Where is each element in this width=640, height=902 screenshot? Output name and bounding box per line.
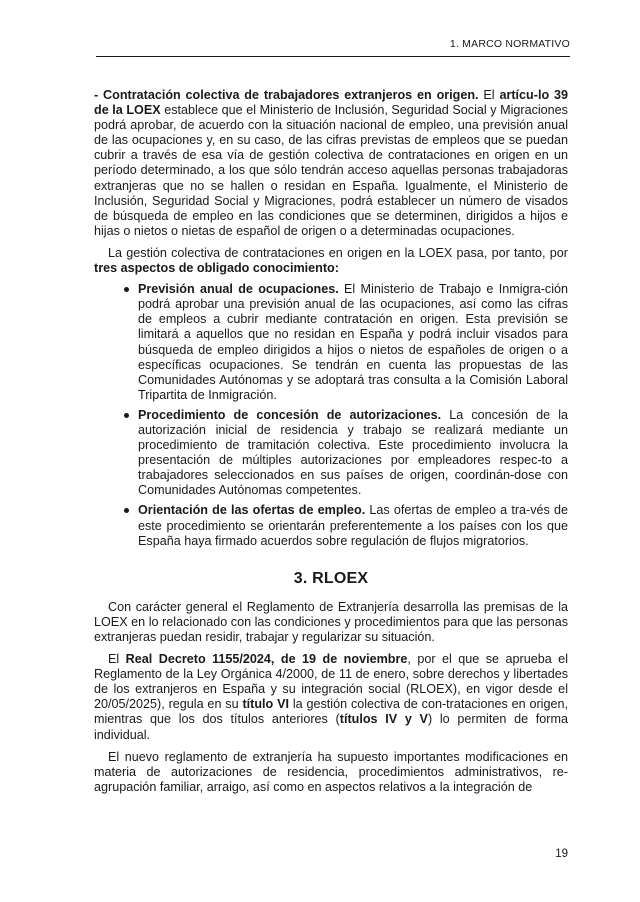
text-span: la gestión colectiva de con-trataciones en origen, mientras que los dos títulos anteriores (: [94, 697, 568, 727]
bold-titulo-vi: título VI: [242, 697, 289, 712]
bold-titulos-iv-v: títulos IV y V: [339, 712, 428, 727]
bullet-heading: Procedimiento de concesión de autorizaciones.: [138, 407, 442, 422]
list-item: [94, 503, 568, 548]
text-span: ) lo permiten de forma individual.: [94, 712, 568, 742]
text-span: El: [108, 652, 126, 667]
list-item: [94, 408, 568, 499]
bullet-icon: [124, 508, 129, 513]
text-span: establece que el Ministerio de Inclusión, Seguridad Social y Migraciones podrá aprobar, de acuerdo con la situación nacional de empleo, una previsión anual de las ocupaciones y, en su caso, de las cifras previstas de empleos que se puedan cubrir a través de esa vía de gestión colectiva de contrataciones en origen en un período determinado, a los que sólo tendrán acceso aquellas personas trabajadoras extranjeras que no se hallen o residan en España. Igualmente, el Ministerio de Inclusión, Seguridad Social y Migraciones, podrá establecer un número de visados de búsqueda de empleo en las condiciones que se determinen, dirigidos a hijos e hijas o nietos o nietas de español de origen o a determinadas ocupaciones.: [94, 103, 568, 238]
text-span: , por el que se aprueba el Reglamento de la Ley Orgánica 4/2000, de 11 de enero, sobre derechos y libertades de los extranjeros en España y su integración social (RLOEX), en vigor desde el 20/05/2025), regula en su: [94, 652, 568, 712]
page-number: 19: [555, 848, 568, 860]
bullet-icon: [124, 413, 129, 418]
section-title: 3. RLOEX: [293, 569, 369, 587]
text-span: La gestión colectiva de contrataciones en origen en la LOEX pasa, por tanto, por: [108, 245, 568, 260]
paragraph-contratacion-colectiva: [94, 88, 568, 239]
bold-heading-contratacion: - Contratación colectiva de trabajadores extranjeros en origen.: [94, 88, 479, 102]
paragraph-caracter-general: Con carácter general el Reglamento de Extranjería desarrolla las premisas de la LOEX en lo relacionado con las condiciones y procedimientos para que las personas extranjeras puedan residir, trabajar y regularizar su situación.: [94, 599, 568, 644]
list-item: [94, 282, 568, 403]
paragraph-gestion-colectiva: [94, 246, 568, 276]
bold-articulo-39: artícu-lo 39 de la LOEX: [94, 88, 568, 118]
bold-tres-aspectos: tres aspectos de obligado conocimiento:: [94, 261, 339, 276]
text-span: El: [478, 88, 500, 102]
page-body: [94, 88, 568, 795]
paragraph-nuevo-reglamento: El nuevo reglamento de extranjería ha supuesto importantes modificaciones en materia de autorizaciones de residencia, procedimientos administrativos, re-agrupación familiar, arraigo, así como en aspectos relativos a la integración de: [94, 749, 568, 794]
bullet-text: Las ofertas de empleo a tra-vés de este procedimiento se orientarán preferentemente a los países con los que España haya firmado acuerdos sobre regulación de flujos migratorios.: [138, 503, 568, 548]
bullet-icon: [124, 287, 129, 292]
bullet-heading: Previsión anual de ocupaciones.: [138, 282, 339, 297]
running-header: 1. MARCO NORMATIVO: [96, 38, 570, 57]
aspects-list: [94, 282, 568, 549]
bullet-heading: Orientación de las ofertas de empleo.: [138, 503, 366, 518]
bold-real-decreto: Real Decreto 1155/2024, de 19 de noviembre: [125, 652, 408, 667]
bullet-text: La concesión de la autorización inicial de residencia y trabajo se realizará mediante un procedimiento de tramitación colectiva. Este procedimiento involucra la presentación de múltiples autorizaciones por empleadores respec-to a trabajadores seleccionados en sus países de origen, coordinán-dose con Comunidades Autónomas competentes.: [138, 407, 568, 498]
bullet-text: El Ministerio de Trabajo e Inmigra-ción podrá aprobar una previsión anual de las ocupaciones, así como las cifras de empleos a cubrir mediante contratación en origen. Esta previsión se limitará a aquellos que no residan en España y podrá incluir visados para búsqueda de empleo dirigidos a hijos o nietos de españoles de origen o a específicas ocupaciones. Se tendrán en cuenta las propuestas de las Comunidades Autónomas y se adoptará tras consulta a la Comisión Laboral Tripartita de Inmigración.: [138, 282, 569, 402]
paragraph-real-decreto: [94, 652, 568, 743]
